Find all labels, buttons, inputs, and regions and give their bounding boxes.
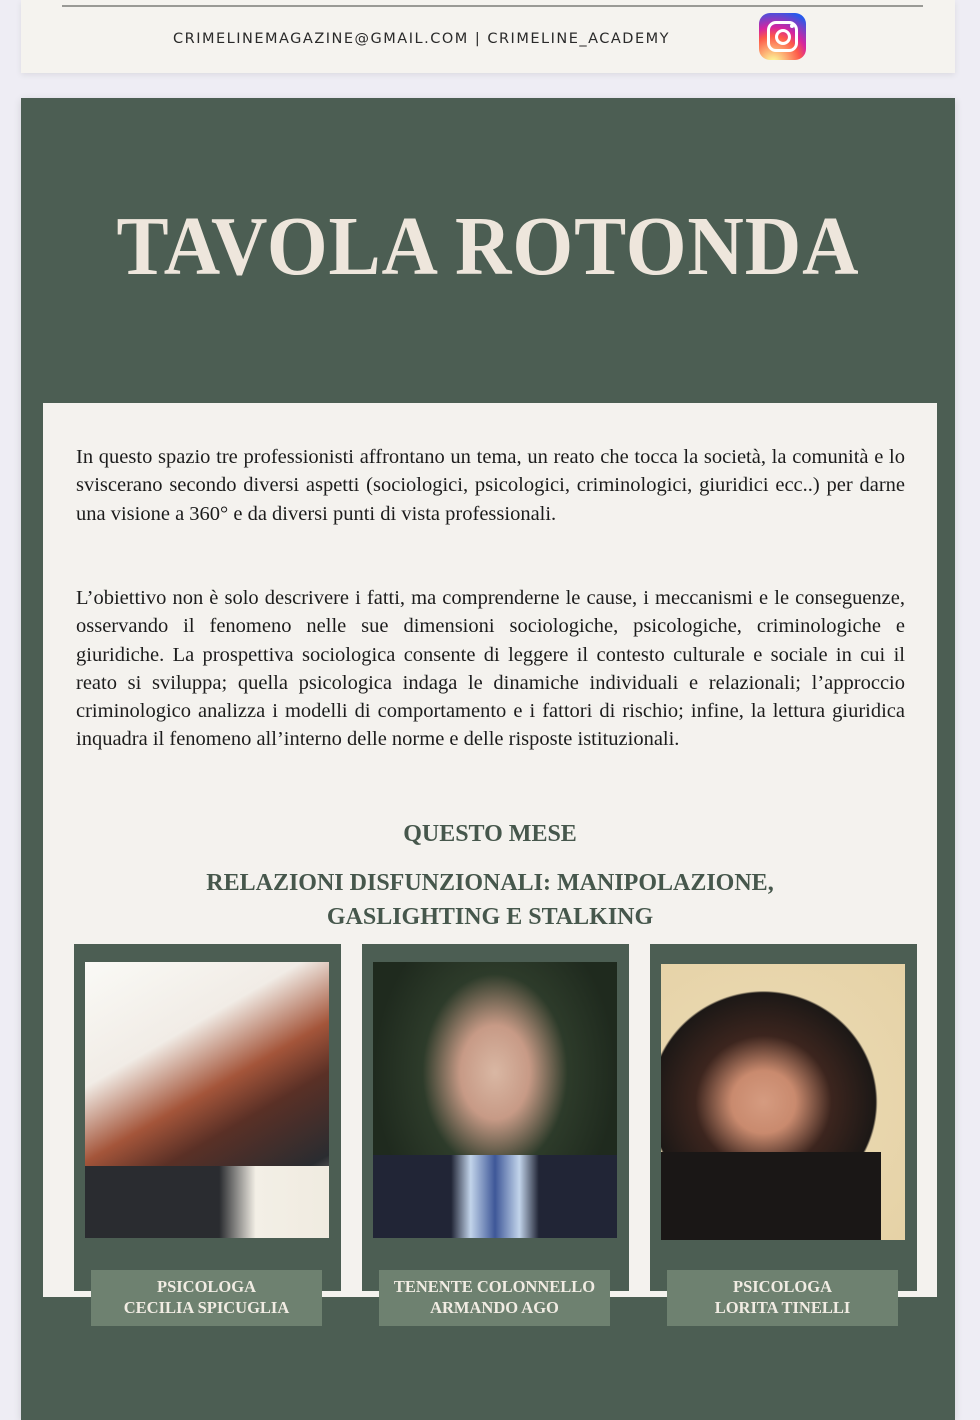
topic-line-1: RELAZIONI DISFUNZIONALI: MANIPOLAZIONE, (206, 870, 774, 896)
round-table-section (21, 98, 955, 1420)
speaker-name: CECILIA SPICUGLIA (123, 1298, 290, 1317)
speaker-role: PSICOLOGA (156, 1277, 257, 1296)
contact-text: CRIMELINEMAGAZINE@GMAIL.COM | CRIMELINE_ACADEMY (173, 31, 671, 47)
objective-paragraph: L’obiettivo non è solo descrivere i fatti, ma comprenderne le cause, i meccanismi e le conseguenze, osservando il fenomeno nelle sue dimensioni sociologiche, psicologiche, criminologiche e giuridiche. La prospettiva sociologica consente di leggere il contesto culturale e sociale in cui il reato si sviluppa; quella psicologica indaga le dinamiche individuali e relazionali; l’approccio criminologico analizza i modelli di comportamento e i fattori di rischio; infine, la lettura giuridica inquadra il fenomeno all’interno delle norme e delle risposte istituzionali. (76, 587, 905, 751)
intro-paragraph: In questo spazio tre professionisti affrontano un tema, un reato che tocca la società, la comunità e lo sviscerano secondo diversi aspetti (sociologici, psicologici, criminologici, giuridici ecc..) per darne una visione a 360° e da diversi punti di vista professionali. (76, 446, 905, 525)
instagram-icon[interactable] (759, 13, 806, 60)
portrait-photo (373, 962, 617, 1238)
topic-heading (43, 866, 937, 934)
portrait-photo (661, 964, 905, 1240)
divider (62, 5, 923, 7)
speaker-card (650, 944, 917, 1291)
speaker-label (667, 1270, 898, 1326)
section-label: QUESTO MESE (403, 821, 577, 847)
speaker-role: PSICOLOGA (732, 1277, 833, 1296)
speaker-name: ARMANDO AGO (430, 1298, 559, 1317)
speaker-card (74, 944, 341, 1291)
topic-line-2: GASLIGHTING E STALKING (326, 904, 654, 930)
contact-header (21, 0, 955, 73)
speaker-label (91, 1270, 322, 1326)
speaker-card (362, 944, 629, 1291)
speaker-name: LORITA TINELLI (714, 1298, 851, 1317)
portrait-photo (85, 962, 329, 1238)
speaker-label (379, 1270, 610, 1326)
page-title: TAVOLA ROTONDA (116, 200, 860, 293)
speaker-role: TENENTE COLONNELLO (393, 1277, 596, 1296)
